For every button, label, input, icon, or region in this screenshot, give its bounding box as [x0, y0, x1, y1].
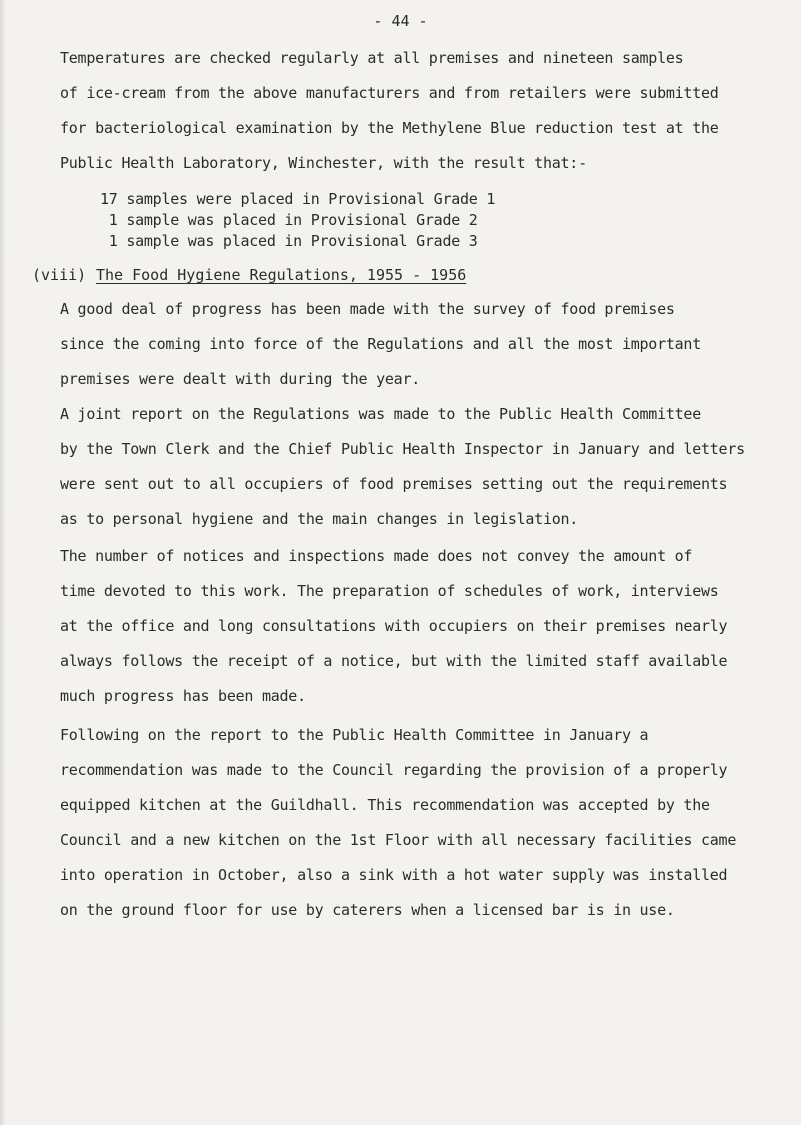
paragraph-line: at the office and long consultations with occupiers on their premises nearly [60, 617, 728, 635]
paragraph-line: into operation in October, also a sink with a hot water supply was installed [60, 866, 728, 884]
paragraph-line: on the ground floor for use by caterers when a licensed bar is in use. [60, 901, 675, 919]
intro-line: Temperatures are checked regularly at all premises and nineteen samples [60, 49, 684, 67]
section-title: The Food Hygiene Regulations, 1955 - 1956 [96, 266, 467, 284]
result-item: 1 sample was placed in Provisional Grade 2 [100, 211, 478, 229]
result-item: 1 sample was placed in Provisional Grade 3 [100, 232, 478, 250]
paragraph-line: premises were dealt with during the year. [60, 370, 421, 388]
paragraph-line: Following on the report to the Public Health Committee in January a [60, 726, 649, 744]
paragraph-line: much progress has been made. [60, 687, 306, 705]
paragraph-line: since the coming into force of the Regulations and all the most important [60, 335, 701, 353]
paragraph-line: as to personal hygiene and the main changes in legislation. [60, 510, 579, 528]
paragraph-line: recommendation was made to the Council regarding the provision of a properly [60, 761, 728, 779]
paragraph-line: time devoted to this work. The preparation of schedules of work, interviews [60, 582, 719, 600]
result-item: 17 samples were placed in Provisional Grade 1 [100, 190, 496, 208]
page-number: - 44 - [373, 12, 428, 30]
paragraph-line: equipped kitchen at the Guildhall. This recommendation was accepted by the [60, 796, 710, 814]
intro-line: for bacteriological examination by the Methylene Blue reduction test at the [60, 119, 719, 137]
paragraph-line: were sent out to all occupiers of food premises setting out the requirements [60, 475, 728, 493]
paragraph-line: The number of notices and inspections made does not convey the amount of [60, 547, 693, 565]
page-edge-shadow [0, 0, 6, 1125]
intro-line: of ice-cream from the above manufacturers and from retailers were submitted [60, 84, 719, 102]
paragraph-line: A good deal of progress has been made with the survey of food premises [60, 300, 675, 318]
intro-line: Public Health Laboratory, Winchester, with the result that:- [60, 154, 587, 172]
paragraph-line: A joint report on the Regulations was made to the Public Health Committee [60, 405, 701, 423]
section-number: (viii) [32, 266, 87, 284]
paragraph-line: by the Town Clerk and the Chief Public Health Inspector in January and letters [60, 440, 745, 458]
paragraph-line: always follows the receipt of a notice, but with the limited staff available [60, 652, 728, 670]
paragraph-line: Council and a new kitchen on the 1st Floor with all necessary facilities came [60, 831, 737, 849]
